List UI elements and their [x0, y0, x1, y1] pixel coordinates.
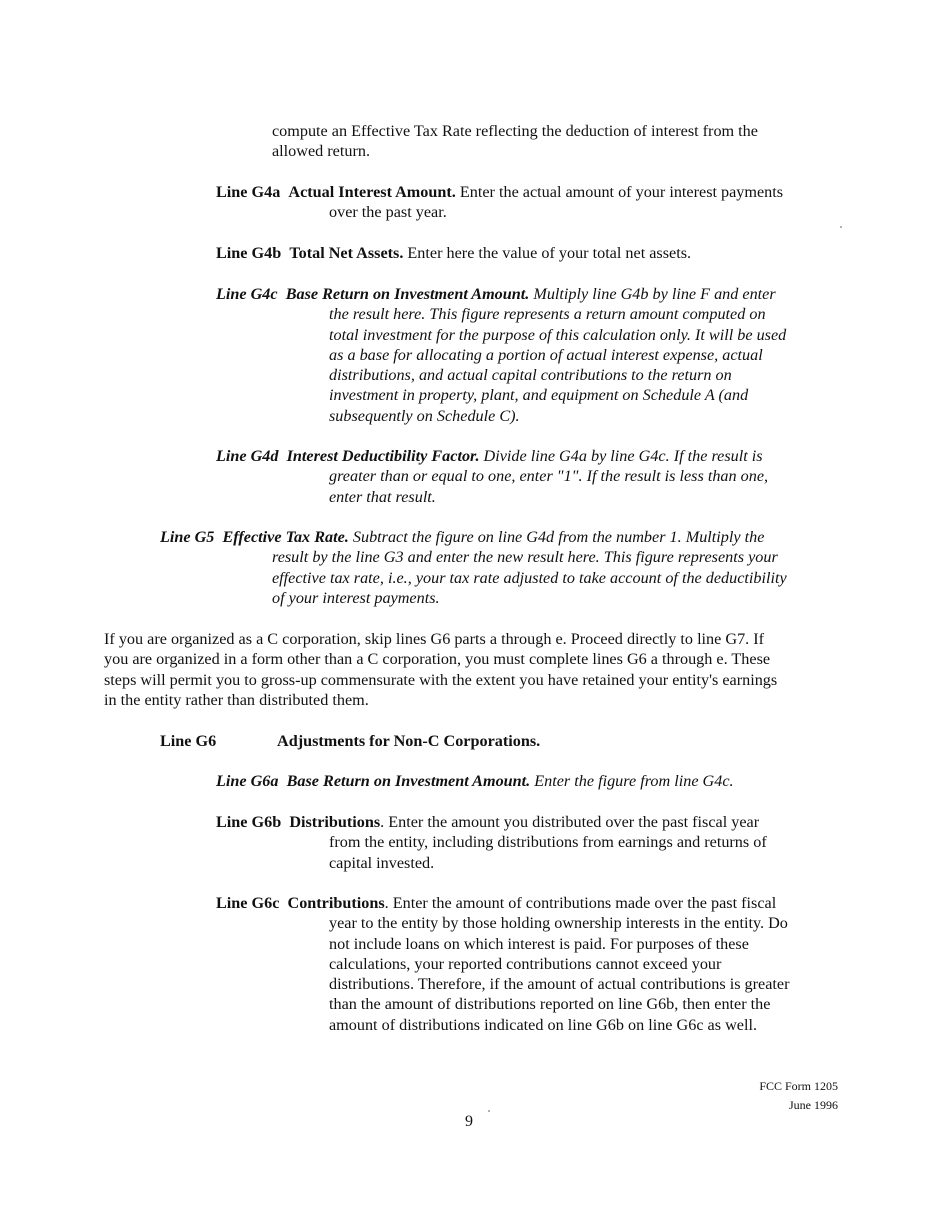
text-line: total investment for the purpose of this calculation only. It will be used: [329, 325, 787, 344]
line-text-continued: [329, 913, 789, 1035]
form-footer: [759, 1077, 838, 1115]
text-line: than the amount of distributions reported on line G6b, then enter the: [329, 995, 771, 1014]
text-line: of your interest payments.: [272, 588, 440, 607]
line-text-continued: over the past year.: [329, 203, 447, 222]
line-text: Enter the figure from line G4c.: [534, 772, 734, 790]
text-line: not include loans on which interest is paid. For purposes of these: [329, 934, 749, 953]
line-label: Line G6b: [216, 813, 282, 831]
line-text-continued: [272, 547, 787, 608]
line-g6b-entry: [216, 812, 767, 873]
paragraph-line: in the entity rather than distributed them.: [104, 690, 369, 709]
line-label: Line G4d: [216, 447, 279, 465]
line-g4d-entry: [216, 446, 768, 507]
intro-text: [272, 121, 758, 162]
line-title: Effective Tax Rate.: [222, 528, 349, 546]
line-label: Line G6c: [216, 894, 280, 912]
text-line: subsequently on Schedule C).: [329, 406, 520, 425]
paragraph-line: you are organized in a form other than a C corporation, you must complete lines G6 a through e. These: [104, 650, 771, 669]
line-label: Line G4b: [216, 244, 282, 262]
line-label: Line G6a: [216, 772, 279, 790]
line-label: Line G4c: [216, 285, 278, 303]
line-text-continued: [329, 466, 768, 507]
scan-speck: [488, 1110, 490, 1112]
line-text: Enter here the value of your total net assets.: [407, 244, 692, 262]
text-line: result by the line G3 and enter the new result here. This figure represents your: [272, 548, 778, 567]
line-title: Total Net Assets.: [289, 244, 404, 262]
text-line: effective tax rate, i.e., your tax rate adjusted to take account of the deductibility: [272, 568, 787, 587]
intro-line: allowed return.: [272, 142, 370, 161]
body-paragraph: [104, 629, 777, 710]
text-line: distributions, and actual capital contributions to the return on: [329, 366, 732, 385]
text-line: distributions. Therefore, if the amount of actual contributions is greater: [329, 975, 790, 994]
line-title: Distributions: [289, 813, 381, 831]
line-label: Line G5: [160, 528, 215, 546]
intro-line: compute an Effective Tax Rate reflecting the deduction of interest from the: [272, 122, 758, 140]
text-line: capital invested.: [329, 853, 435, 872]
page-number: 9: [465, 1113, 473, 1130]
line-text-continued: [329, 304, 786, 426]
line-g4a-entry: [216, 182, 783, 223]
line-g6a-entry: [216, 771, 734, 791]
line-text-continued: [329, 832, 767, 873]
line-g5-entry: [160, 527, 787, 608]
line-title: Interest Deductibility Factor.: [286, 447, 480, 465]
line-text: . Enter the amount you distributed over the past fiscal year: [380, 813, 760, 831]
line-g4c-entry: [216, 284, 786, 426]
scan-speck: [840, 226, 842, 228]
line-title: Contributions: [287, 894, 385, 912]
line-text: . Enter the amount of contributions made over the past fiscal: [384, 894, 777, 912]
line-text: Subtract the figure on line G4d from the number 1. Multiply the: [352, 528, 765, 546]
line-title: Base Return on Investment Amount.: [285, 285, 530, 303]
form-number: FCC Form 1205: [759, 1079, 838, 1093]
line-label: Line G4a: [216, 183, 281, 201]
text-line: calculations, your reported contributions cannot exceed your: [329, 954, 722, 973]
text-line: investment in property, plant, and equipment on Schedule A (and: [329, 386, 749, 405]
line-g6-label: Line G6: [160, 732, 217, 750]
text-line: enter that result.: [329, 487, 436, 506]
paragraph-line: If you are organized as a C corporation, skip lines G6 parts a through e. Proceed directly to line G7. If: [104, 630, 765, 648]
line-text: Enter the actual amount of your interest payments: [459, 183, 784, 201]
line-g6c-entry: [216, 893, 789, 1035]
text-line: as a base for allocating a portion of actual interest expense, actual: [329, 345, 763, 364]
line-g4b-entry: [216, 243, 691, 263]
text-line: greater than or equal to one, enter "1". If the result is less than one,: [329, 467, 769, 486]
line-text: Divide line G4a by line G4c. If the result is: [483, 447, 763, 465]
line-g6-title: Adjustments for Non-C Corporations.: [277, 732, 541, 750]
text-line: the result here. This figure represents a return amount computed on: [329, 305, 766, 324]
form-date: June 1996: [789, 1098, 838, 1112]
line-title: Actual Interest Amount.: [288, 183, 456, 201]
line-title: Base Return on Investment Amount.: [286, 772, 531, 790]
text-line: year to the entity by those holding ownership interests in the entity. Do: [329, 914, 788, 933]
line-text: Multiply line G4b by line F and enter: [533, 285, 776, 303]
paragraph-line: steps will permit you to gross-up commensurate with the extent you have retained your entity's earnings: [104, 670, 778, 689]
text-line: from the entity, including distributions from earnings and returns of: [329, 833, 767, 852]
text-line: amount of distributions indicated on line G6b on line G6c as well.: [329, 1015, 757, 1034]
